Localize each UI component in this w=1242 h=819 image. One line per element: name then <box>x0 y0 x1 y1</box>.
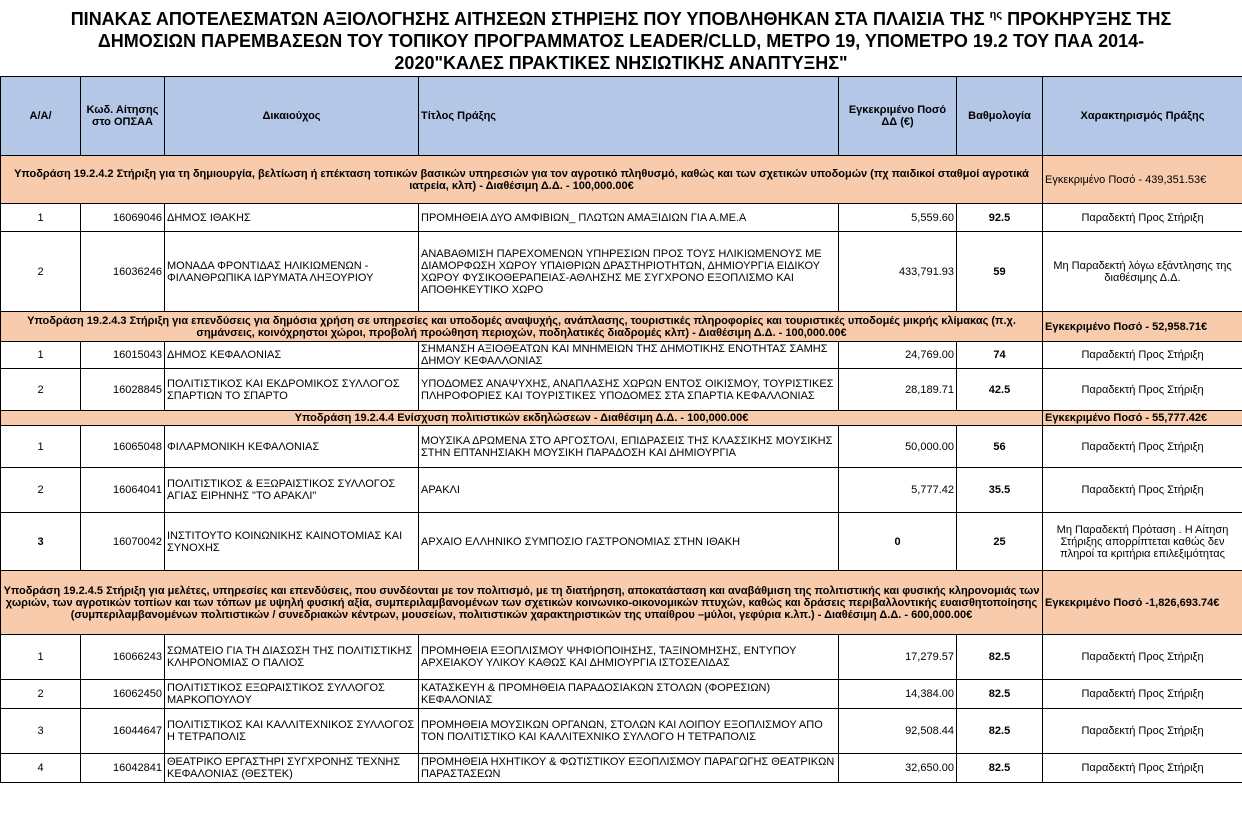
cell-beneficiary: ΠΟΛΙΤΙΣΤΙΚΟΣ ΕΞΩΡΑΙΣΤΙΚΟΣ ΣΥΛΛΟΓΟΣ ΜΑΡΚΟΠΟΥΛΟΥ <box>165 680 419 709</box>
cell-status: Παραδεκτή Προς Στήριξη <box>1043 426 1242 468</box>
cell-score: 82.5 <box>957 754 1043 783</box>
cell-amount: 0 <box>839 513 957 571</box>
col-header-amount: Εγκεκριμένο Ποσό ΔΔ (€) <box>839 77 957 156</box>
table-row <box>1 513 1242 571</box>
col-header-code: Κωδ. Αίτησης στο ΟΠΣΑΑ <box>81 77 165 156</box>
cell-aa: 3 <box>1 513 81 571</box>
col-header-status: Χαρακτηρισμός Πράξης <box>1043 77 1242 156</box>
cell-action-title: ΚΑΤΑΣΚΕΥΗ & ΠΡΟΜΗΘΕΙΑ ΠΑΡΑΔΟΣΙΑΚΩΝ ΣΤΟΛΩΝ (ΦΟΡΕΣΙΩΝ) ΚΕΦΑΛΟΝΙΑΣ <box>419 680 839 709</box>
cell-code: 16042841 <box>81 754 165 783</box>
cell-aa: 2 <box>1 369 81 411</box>
cell-aa: 4 <box>1 754 81 783</box>
cell-code: 16062450 <box>81 680 165 709</box>
cell-amount: 433,791.93 <box>839 232 957 312</box>
section-approved-amount: Εγκεκριμένο Ποσό -1,826,693.74€ <box>1043 571 1242 635</box>
section-heading: Υποδράση 19.2.4.2 Στήριξη για τη δημιουργία, βελτίωση ή επέκταση τοπικών βασικών υπηρεσιών για τον αγροτικό πληθυσμό, καθώς και των σχετικών υποδομών (πχ παιδικοί σταθμοί αγροτικά ιατρεία, κλπ) - Διαθέσιμη Δ.Δ. - 100,000.00€ <box>1 156 1043 204</box>
cell-beneficiary: ΠΟΛΙΤΙΣΤΙΚΟΣ ΚΑΙ ΕΚΔΡΟΜΙΚΟΣ ΣΥΛΛΟΓΟΣ ΣΠΑΡΤΙΩΝ ΤΟ ΣΠΑΡΤΟ <box>165 369 419 411</box>
cell-aa: 1 <box>1 342 81 369</box>
cell-score: 82.5 <box>957 680 1043 709</box>
cell-aa: 1 <box>1 426 81 468</box>
section-approved-amount: Εγκεκριμένο Ποσό - 439,351.53€ <box>1043 156 1242 204</box>
cell-aa: 2 <box>1 468 81 513</box>
cell-score: 56 <box>957 426 1043 468</box>
cell-status: Παραδεκτή Προς Στήριξη <box>1043 342 1242 369</box>
cell-status: Μη Παραδεκτή Πρόταση . Η Αίτηση Στήριξης απορρίπτεται καθώς δεν πληροί τα κριτήρια επιλεξιμότητας <box>1043 513 1242 571</box>
section-header-row <box>1 571 1242 635</box>
cell-aa: 2 <box>1 680 81 709</box>
section-heading: Υποδράση 19.2.4.5 Στήριξη για μελέτες, υπηρεσίες και επενδύσεις, που συνδέονται με τον πολιτισμό, με τη διατήρηση, αποκατάσταση και αναβάθμιση της πολιτιστικής και φυσικής κληρονομιάς των χωριών, των αγροτικών τοπίων και των τόπων με υψηλή φυσική αξία, συμπεριλαμβανομένων των σχετικών κοινωνικο-οικονομικών πτυχών, καθώς και δράσεις περιβαλλοντικής ευαισθητοποίησης (συμπεριλαμβανομένων πολιτιστικών / συνεδριακών κέντρων, μουσείων, πολιτιστικών χαρακτηριστικών της υπαίθρου –μύλοι, γεφύρια κ.λπ.) - Διαθέσιμη Δ.Δ. - 600,000.00€ <box>1 571 1043 635</box>
section-header-row <box>1 156 1242 204</box>
cell-score: 82.5 <box>957 635 1043 680</box>
cell-score: 92.5 <box>957 204 1043 232</box>
title-line-1: ΠΙΝΑΚΑΣ ΑΠΟΤΕΛΕΣΜΑΤΩΝ ΑΞΙΟΛΟΓΗΣΗΣ ΑΙΤΗΣΕΩΝ ΣΤΗΡΙΞΗΣ ΠΟΥ ΥΠΟΒΛΗΘΗΚΑΝ ΣΤΑ ΠΛΑΙΣΙΑ ΤΗΣ $^{\eta\varsigma}$ ΠΡΟΚΗΡΥΞΗΣ ΤΗΣ <box>70 9 1172 29</box>
cell-amount: 28,189.71 <box>839 369 957 411</box>
cell-score: 35.5 <box>957 468 1043 513</box>
cell-amount: 14,384.00 <box>839 680 957 709</box>
cell-status: Παραδεκτή Προς Στήριξη <box>1043 468 1242 513</box>
table-row <box>1 680 1242 709</box>
table-row <box>1 426 1242 468</box>
cell-amount: 17,279.57 <box>839 635 957 680</box>
cell-status: Παραδεκτή Προς Στήριξη <box>1043 709 1242 754</box>
cell-amount: 92,508.44 <box>839 709 957 754</box>
cell-beneficiary: ΣΩΜΑΤΕΙΟ ΓΙΑ ΤΗ ΔΙΑΣΩΣΗ ΤΗΣ ΠΟΛΙΤΙΣΤΙΚΗΣ ΚΛΗΡΟΝΟΜΙΑΣ Ο ΠΑΛΙΟΣ <box>165 635 419 680</box>
cell-score: 74 <box>957 342 1043 369</box>
cell-beneficiary: ΠΟΛΙΤΙΣΤΙΚΟΣ & ΕΞΩΡΑΙΣΤΙΚΟΣ ΣΥΛΛΟΓΟΣ ΑΓΙΑΣ ΕΙΡΗΝΗΣ "ΤΟ ΑΡΑΚΛΙ" <box>165 468 419 513</box>
table-row <box>1 468 1242 513</box>
cell-code: 16028845 <box>81 369 165 411</box>
section-header-row <box>1 411 1242 426</box>
table-row <box>1 342 1242 369</box>
cell-score: 59 <box>957 232 1043 312</box>
table-row <box>1 204 1242 232</box>
cell-amount: 5,559.60 <box>839 204 957 232</box>
section-approved-amount: Εγκεκριμένο Ποσό - 55,777.42€ <box>1043 411 1242 426</box>
cell-code: 16036246 <box>81 232 165 312</box>
cell-action-title: ΠΡΟΜΗΘΕΙΑ ΗΧΗΤΙΚΟΥ & ΦΩΤΙΣΤΙΚΟΥ ΕΞΟΠΛΙΣΜΟΥ ΠΑΡΑΓΩΓΗΣ ΘΕΑΤΡΙΚΩΝ ΠΑΡΑΣΤΑΣΕΩΝ <box>419 754 839 783</box>
cell-action-title: ΜΟΥΣΙΚΑ ΔΡΩΜΕΝΑ ΣΤΟ ΑΡΓΟΣΤΟΛΙ, ΕΠΙΔΡΑΣΕΙΣ ΤΗΣ ΚΛΑΣΣΙΚΗΣ ΜΟΥΣΙΚΗΣ ΣΤΗΝ ΕΠΤΑΝΗΣΙΑΚΗ ΜΟΥΣΙΚΗ ΠΑΡΑΔΟΣΗ ΚΑΙ ΔΗΜΙΟΥΡΓΙΑ <box>419 426 839 468</box>
results-table <box>0 76 1242 783</box>
cell-action-title: ΥΠΟΔΟΜΕΣ ΑΝΑΨΥΧΗΣ, ΑΝΑΠΛΑΣΗΣ ΧΩΡΩΝ ΕΝΤΟΣ ΟΙΚΙΣΜΟΥ, ΤΟΥΡΙΣΤΙΚΕΣ ΠΛΗΡΟΦΟΡΙΕΣ ΚΑΙ ΤΟΥΡΙΣΤΙΚΕΣ ΥΠΟΔΟΜΕΣ ΣΤΑ ΣΠΑΡΤΙΑ ΚΕΦΑΛΛΟΝΙΑΣ <box>419 369 839 411</box>
cell-code: 16044647 <box>81 709 165 754</box>
table-row <box>1 232 1242 312</box>
cell-action-title: ΠΡΟΜΗΘΕΙΑ ΔΥΟ ΑΜΦΙΒΙΩΝ_ ΠΛΩΤΩΝ ΑΜΑΞΙΔΙΩΝ ΓΙΑ Α.ΜΕ.Α <box>419 204 839 232</box>
section-heading: Υποδράση 19.2.4.4 Ενίσχυση πολιτιστικών εκδηλώσεων - Διαθέσιμη Δ.Δ. - 100,000.00€ <box>1 411 1043 426</box>
col-header-action-title: Τίτλος Πράξης <box>419 77 839 156</box>
cell-status: Παραδεκτή Προς Στήριξη <box>1043 680 1242 709</box>
cell-beneficiary: ΠΟΛΙΤΙΣΤΙΚΟΣ ΚΑΙ ΚΑΛΛΙΤΕΧΝΙΚΟΣ ΣΥΛΛΟΓΟΣ Η ΤΕΤΡΑΠΟΛΙΣ <box>165 709 419 754</box>
table-row <box>1 709 1242 754</box>
cell-beneficiary: ΔΗΜΟΣ ΙΘΑΚΗΣ <box>165 204 419 232</box>
cell-status: Παραδεκτή Προς Στήριξη <box>1043 369 1242 411</box>
table-row <box>1 754 1242 783</box>
cell-action-title: ΑΡΑΚΛΙ <box>419 468 839 513</box>
cell-beneficiary: ΘΕΑΤΡΙΚΟ ΕΡΓΑΣΤΗΡΙ ΣΥΓΧΡΟΝΗΣ ΤΕΧΝΗΣ ΚΕΦΑΛΟΝΙΑΣ (ΘΕΣΤΕΚ) <box>165 754 419 783</box>
table-header-row <box>1 77 1242 156</box>
cell-code: 16066243 <box>81 635 165 680</box>
cell-amount: 32,650.00 <box>839 754 957 783</box>
cell-action-title: ΠΡΟΜΗΘΕΙΑ ΕΞΟΠΛΙΣΜΟΥ ΨΗΦΙΟΠΟΙΗΣΗΣ, ΤΑΞΙΝΟΜΗΣΗΣ, ΕΝΤΥΠΟΥ ΑΡΧΕΙΑΚΟΥ ΥΛΙΚΟΥ ΚΑΘΩΣ ΚΑΙ ΔΗΜΙΟΥΡΓΙΑ ΙΣΤΟΣΕΛΙΔΑΣ <box>419 635 839 680</box>
cell-score: 25 <box>957 513 1043 571</box>
cell-action-title: ΠΡΟΜΗΘΕΙΑ ΜΟΥΣΙΚΩΝ ΟΡΓΑΝΩΝ, ΣΤΟΛΩΝ ΚΑΙ ΛΟΙΠΟΥ ΕΞΟΠΛΙΣΜΟΥ ΑΠΟ ΤΟΝ ΠΟΛΙΤΙΣΤΙΚΟ ΚΑΙ ΚΑΛΛΙΤΕΧΝΙΚΟ ΣΥΛΛΟΓΟ Η ΤΕΤΡΑΠΟΛΙΣ <box>419 709 839 754</box>
cell-aa: 2 <box>1 232 81 312</box>
cell-code: 16064041 <box>81 468 165 513</box>
section-header-row <box>1 312 1242 342</box>
cell-beneficiary: ΦΙΛΑΡΜΟΝΙΚΗ ΚΕΦΑΛΟΝΙΑΣ <box>165 426 419 468</box>
cell-score: 42.5 <box>957 369 1043 411</box>
cell-status: Παραδεκτή Προς Στήριξη <box>1043 204 1242 232</box>
col-header-aa: Α/Α/ <box>1 77 81 156</box>
cell-code: 16065048 <box>81 426 165 468</box>
cell-amount: 5,777.42 <box>839 468 957 513</box>
cell-status: Μη Παραδεκτή λόγω εξάντλησης της διαθέσιμης Δ.Δ. <box>1043 232 1242 312</box>
cell-status: Παραδεκτή Προς Στήριξη <box>1043 754 1242 783</box>
section-approved-amount: Εγκεκριμένο Ποσό - 52,958.71€ <box>1043 312 1242 342</box>
cell-action-title: ΣΗΜΑΝΣΗ ΑΞΙΟΘΕΑΤΩΝ ΚΑΙ ΜΝΗΜΕΙΩΝ ΤΗΣ ΔΗΜΟΤΙΚΗΣ ΕΝΟΤΗΤΑΣ ΣΑΜΗΣ ΔΗΜΟΥ ΚΕΦΑΛΛΟΝΙΑΣ <box>419 342 839 369</box>
cell-beneficiary: ΔΗΜΟΣ ΚΕΦΑΛΟΝΙΑΣ <box>165 342 419 369</box>
title-line-2: ΔΗΜΟΣΙΩΝ ΠΑΡΕΜΒΑΣΕΩΝ ΤΟΥ ΤΟΠΙΚΟΥ ΠΡΟΓΡΑΜΜΑΤΟΣ LEADER/CLLD, ΜΕΤΡΟ 19, ΥΠΟΜΕΤΡΟ 19.2 ΤΟΥ ΠΑΑ 2014- <box>97 31 1145 51</box>
cell-status: Παραδεκτή Προς Στήριξη <box>1043 635 1242 680</box>
cell-aa: 1 <box>1 204 81 232</box>
cell-action-title: ΑΡΧΑΙΟ ΕΛΛΗΝΙΚΟ ΣΥΜΠΟΣΙΟ ΓΑΣΤΡΟΝΟΜΙΑΣ ΣΤΗΝ ΙΘΑΚΗ <box>419 513 839 571</box>
cell-aa: 3 <box>1 709 81 754</box>
cell-code: 16070042 <box>81 513 165 571</box>
cell-action-title: ΑΝΑΒΑΘΜΙΣΗ ΠΑΡΕΧΟΜΕΝΩΝ ΥΠΗΡΕΣΙΩΝ ΠΡΟΣ ΤΟΥΣ ΗΛΙΚΙΩΜΕΝΟΥΣ ΜΕ ΔΙΑΜΟΡΦΩΣΗ ΧΩΡΟΥ ΥΠΑΙΘΡΙΩΝ ΔΡΑΣΤΗΡΙΟΤΗΤΩΝ, ΔΗΜΙΟΥΡΓΙΑ ΕΙΔΙΚΟΥ ΧΩΡΟΥ ΦΥΣΙΚΟΘΕΡΑΠΕΙΑΣ-ΑΘΛΗΣΗΣ ΜΕ ΣΥΓΧΡΟΝΟ ΕΞΟΠΛΙΣΜΟ ΚΑΙ ΑΠΟΘΗΚΕΥΤΙΚΟ ΧΩΡΟ <box>419 232 839 312</box>
cell-code: 16069046 <box>81 204 165 232</box>
cell-aa: 1 <box>1 635 81 680</box>
cell-amount: 50,000.00 <box>839 426 957 468</box>
col-header-beneficiary: Δικαιούχος <box>165 77 419 156</box>
table-row <box>1 369 1242 411</box>
document-title <box>0 0 1242 76</box>
cell-code: 16015043 <box>81 342 165 369</box>
cell-beneficiary: ΙΝΣΤΙΤΟΥΤΟ ΚΟΙΝΩΝΙΚΗΣ ΚΑΙΝΟΤΟΜΙΑΣ ΚΑΙ ΣΥΝΟΧΗΣ <box>165 513 419 571</box>
cell-beneficiary: ΜΟΝΑΔΑ ΦΡΟΝΤΙΔΑΣ ΗΛΙΚΙΩΜΕΝΩΝ - ΦΙΛΑΝΘΡΩΠΙΚΑ ΙΔΡΥΜΑΤΑ ΛΗΞΟΥΡΙΟΥ <box>165 232 419 312</box>
cell-amount: 24,769.00 <box>839 342 957 369</box>
section-heading: Υποδράση 19.2.4.3 Στήριξη για επενδύσεις για δημόσια χρήση σε υπηρεσίες και υποδομές αναψυχής, ανάπλασης, τουριστικές πληροφορίες και τουριστικές υποδομές μικρής κλίμακας (π.χ. σημάνσεις, κοινόχρηστοι χώροι, προβολή προώθηση περιοχών, ποδηλατικές διαδρομές κλπ) - Διαθέσιμη Δ.Δ. - 100,000.00€ <box>1 312 1043 342</box>
table-row <box>1 635 1242 680</box>
col-header-score: Βαθμολογία <box>957 77 1043 156</box>
cell-score: 82.5 <box>957 709 1043 754</box>
title-line-3: 2020"ΚΑΛΕΣ ΠΡΑΚΤΙΚΕΣ ΝΗΣΙΩΤΙΚΗΣ ΑΝΑΠΤΥΞΗΣ" <box>394 53 848 73</box>
